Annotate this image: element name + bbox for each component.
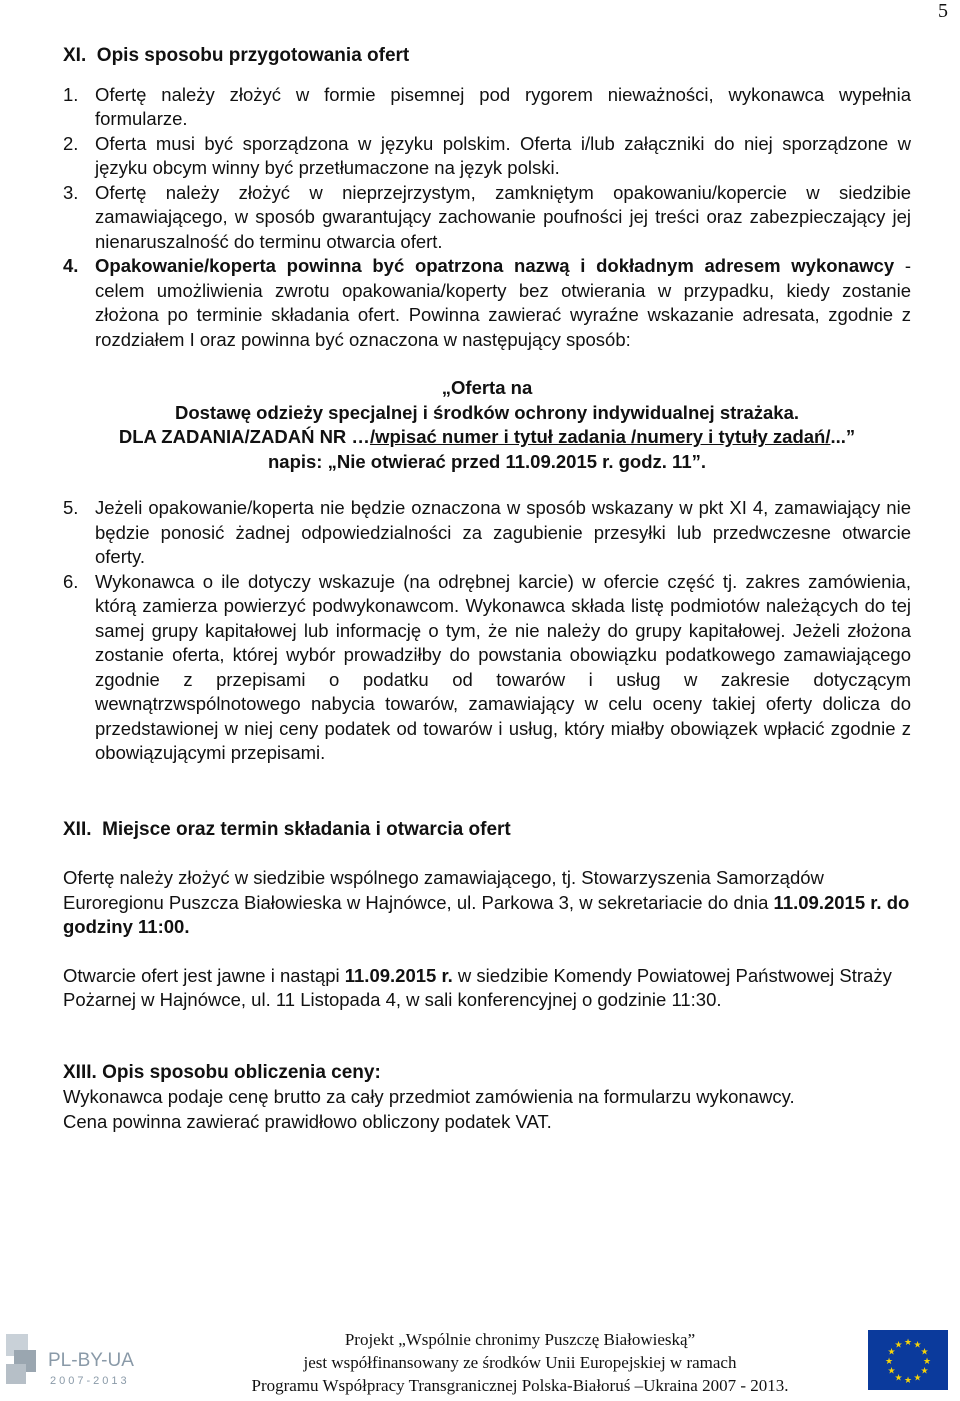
document-body: [63, 44, 911, 1134]
logo-years-text: 2007-2013: [50, 1375, 130, 1387]
envelope-label: „Oferta na Dostawę odzieży specjalnej i środków ochrony indywidualnej strażaka. DLA ZADANIA/ZADAŃ NR …/wpisać numer i tytuł zadania /numery i tytuły zadań/...” napis: „Nie otwierać przed 11.09.2015 r. godz. 11”.: [118, 377, 856, 472]
section-xi-item-4: 4. Opakowanie/koperta powinna być opatrzona nazwą i dokładnym adresem wykonawcy - celem umożliwienia zwrotu opakowania/koperty bez otwierania w przypadku, kiedy zostanie złożona po terminie składania ofert. Powinna zawierać wyraźne wskazanie adresata, zgodnie z rozdziałem I oraz powinna być oznaczona w następujący sposób:: [63, 255, 911, 350]
section-xi-item-6: 6. Wykonawca o ile dotyczy wskazuje (na odrębnej karcie) w ofercie część tj. zakres zamówienia, którą zamierza powierzyć podwykonawcom. Wykonawca składa listę podmiotów należących do tej samej grupy kapitałowej lub informację o tym, że nie należy do grupy kapitałowej. Jeżeli złożona zostanie oferta, której wybór prowadziłby do powstania obowiązku podatkowego zamawiającego zgodnie z przepisami o podatku od towarów i usług w zakresie dotyczącym wewnątrzwspólnotowego nabycia towarów, zamawiający w celu oceny takiej oferty dolicza do przedstawionej w niej ceny podatek od towarów i usług, który miałby obowiązek wpłacić zgodnie z obowiązującymi przepisami.: [63, 570, 911, 763]
section-xi-item-1: 1. Ofertę należy złożyć w formie pisemnej pod rygorem nieważności, wykonawca wypełnia formularze.: [63, 83, 911, 129]
footer-text: Projekt „Wspólnie chronimy Puszczę Białowieską” jest współfinansowany ze środków Unii Europejskiej w ramach Programu Współpracy Transgranicznej Polska-Białoruś –Ukraina 2007 - 2013.: [251, 1330, 789, 1395]
section-xiii-heading: XIII. Opis sposobu obliczenia ceny:: [63, 1061, 381, 1083]
eu-star-icon: ★: [903, 1375, 913, 1385]
eu-star-icon: ★: [920, 1365, 929, 1376]
section-xiii-line-2: Cena powinna zawierać prawidłowo obliczony podatek VAT.: [63, 1110, 552, 1132]
eu-flag-icon: [868, 1330, 948, 1390]
section-xi-heading: XI. Opis sposobu przygotowania ofert: [63, 45, 410, 66]
eu-star-icon: ★: [922, 1356, 932, 1366]
page-footer: [0, 1320, 960, 1397]
pl-by-ua-logo: [0, 1326, 160, 1396]
eu-star-icon: ★: [913, 1339, 922, 1350]
eu-star-icon: ★: [903, 1337, 913, 1347]
page-number: 5: [938, 0, 948, 22]
section-xii-heading: XII. Miejsce oraz termin składania i otwarcia ofert: [63, 818, 511, 840]
eu-star-icon: ★: [887, 1365, 896, 1376]
section-xiii-line-1: Wykonawca podaje cenę brutto za cały przedmiot zamówienia na formularzu wykonawcy.: [63, 1086, 795, 1107]
section-xi-item-2: 2. Oferta musi być sporządzona w języku polskim. Oferta i/lub załączniki do niej sporządzone w języku obcym winny być przetłumaczone na język polski.: [63, 132, 911, 178]
logo-main-text: PL-BY-UA: [48, 1350, 134, 1371]
section-xii-paragraph-1: Ofertę należy złożyć w siedzibie wspólnego zamawiającego, tj. Stowarzyszenia Samorządów Euroregionu Puszcza Białowieska w Hajnówce, ul. Parkowa 3, w sekretariacie do dnia 11.09.2015 r. do godziny 11:00.: [63, 867, 910, 937]
section-xi-item-5: 5. Jeżeli opakowanie/koperta nie będzie oznaczona w sposób wskazany w pkt XI 4, zamawiający nie będzie ponosić żadnej odpowiedzialności za zagubienie przesyłki lub przedwczesne otwarcie oferty.: [63, 497, 911, 567]
eu-star-icon: ★: [913, 1372, 922, 1383]
eu-star-icon: ★: [894, 1372, 903, 1383]
eu-star-icon: ★: [894, 1339, 903, 1350]
eu-star-icon: ★: [887, 1346, 896, 1357]
eu-star-icon: ★: [884, 1356, 894, 1366]
eu-star-icon: ★: [920, 1346, 929, 1357]
section-xi-item-3: 3. Ofertę należy złożyć w nieprzejrzystym, zamkniętym opakowaniu/kopercie w siedzibie zamawiającego, w sposób gwarantujący zachowanie poufności jej treści oraz zabezpieczający jej nienaruszalność do terminu otwarcia ofert.: [63, 181, 911, 252]
section-xii-paragraph-2: Otwarcie ofert jest jawne i nastąpi 11.09.2015 r. w siedzibie Komendy Powiatowej Państwowej Straży Pożarnej w Hajnówce, ul. 11 Listopada 4, w sali konferencyjnej o godzinie 11:30.: [63, 964, 892, 1010]
